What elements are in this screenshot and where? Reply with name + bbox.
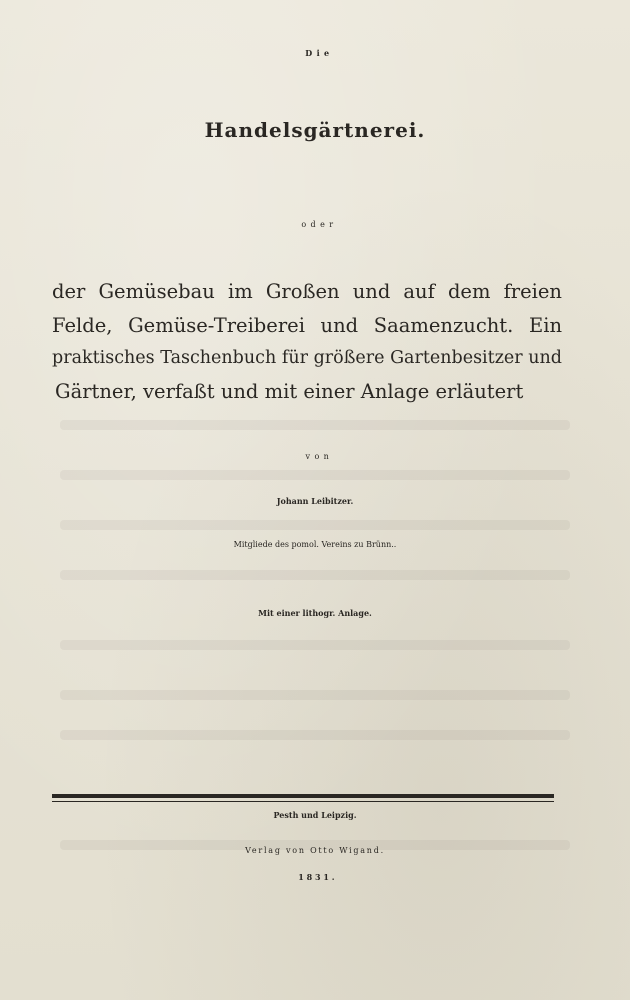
subtitle-line-1: der Gemüsebau im Großen und auf dem freien [52,280,562,303]
bleed-through-line [60,730,570,740]
conjunction-oder: oder [301,220,338,229]
bleed-through-line [60,470,570,480]
bleed-through-line [60,520,570,530]
bleed-through-line [60,690,570,700]
subtitle-line-3: praktisches Taschenbuch für größere Gartenbesitzer und [52,348,562,368]
preposition-von: von [305,452,334,461]
double-rule-thick [52,794,554,798]
title-article: Die [305,48,334,58]
publisher: Verlag von Otto Wigand. [245,846,385,855]
publication-year: 1831. [298,872,338,882]
bleed-through-line [60,570,570,580]
main-title: Handelsgärtnerei. [204,118,426,142]
subtitle-line-2: Felde, Gemüse-Treiberei und Saamenzucht. Ein [52,314,562,337]
publication-place: Pesth und Leipzig. [273,810,357,820]
double-rule-thin [52,801,554,802]
author-name: Johann Leibitzer. [276,496,354,506]
bleed-through-line [60,420,570,430]
supplement-note: Mit einer lithogr. Anlage. [258,608,372,618]
bleed-through-line [60,640,570,650]
subtitle-line-4: Gärtner, verfaßt und mit einer Anlage erläutert [55,380,524,403]
author-affiliation: Mitgliede des pomol. Vereins zu Brünn.. [233,540,397,549]
